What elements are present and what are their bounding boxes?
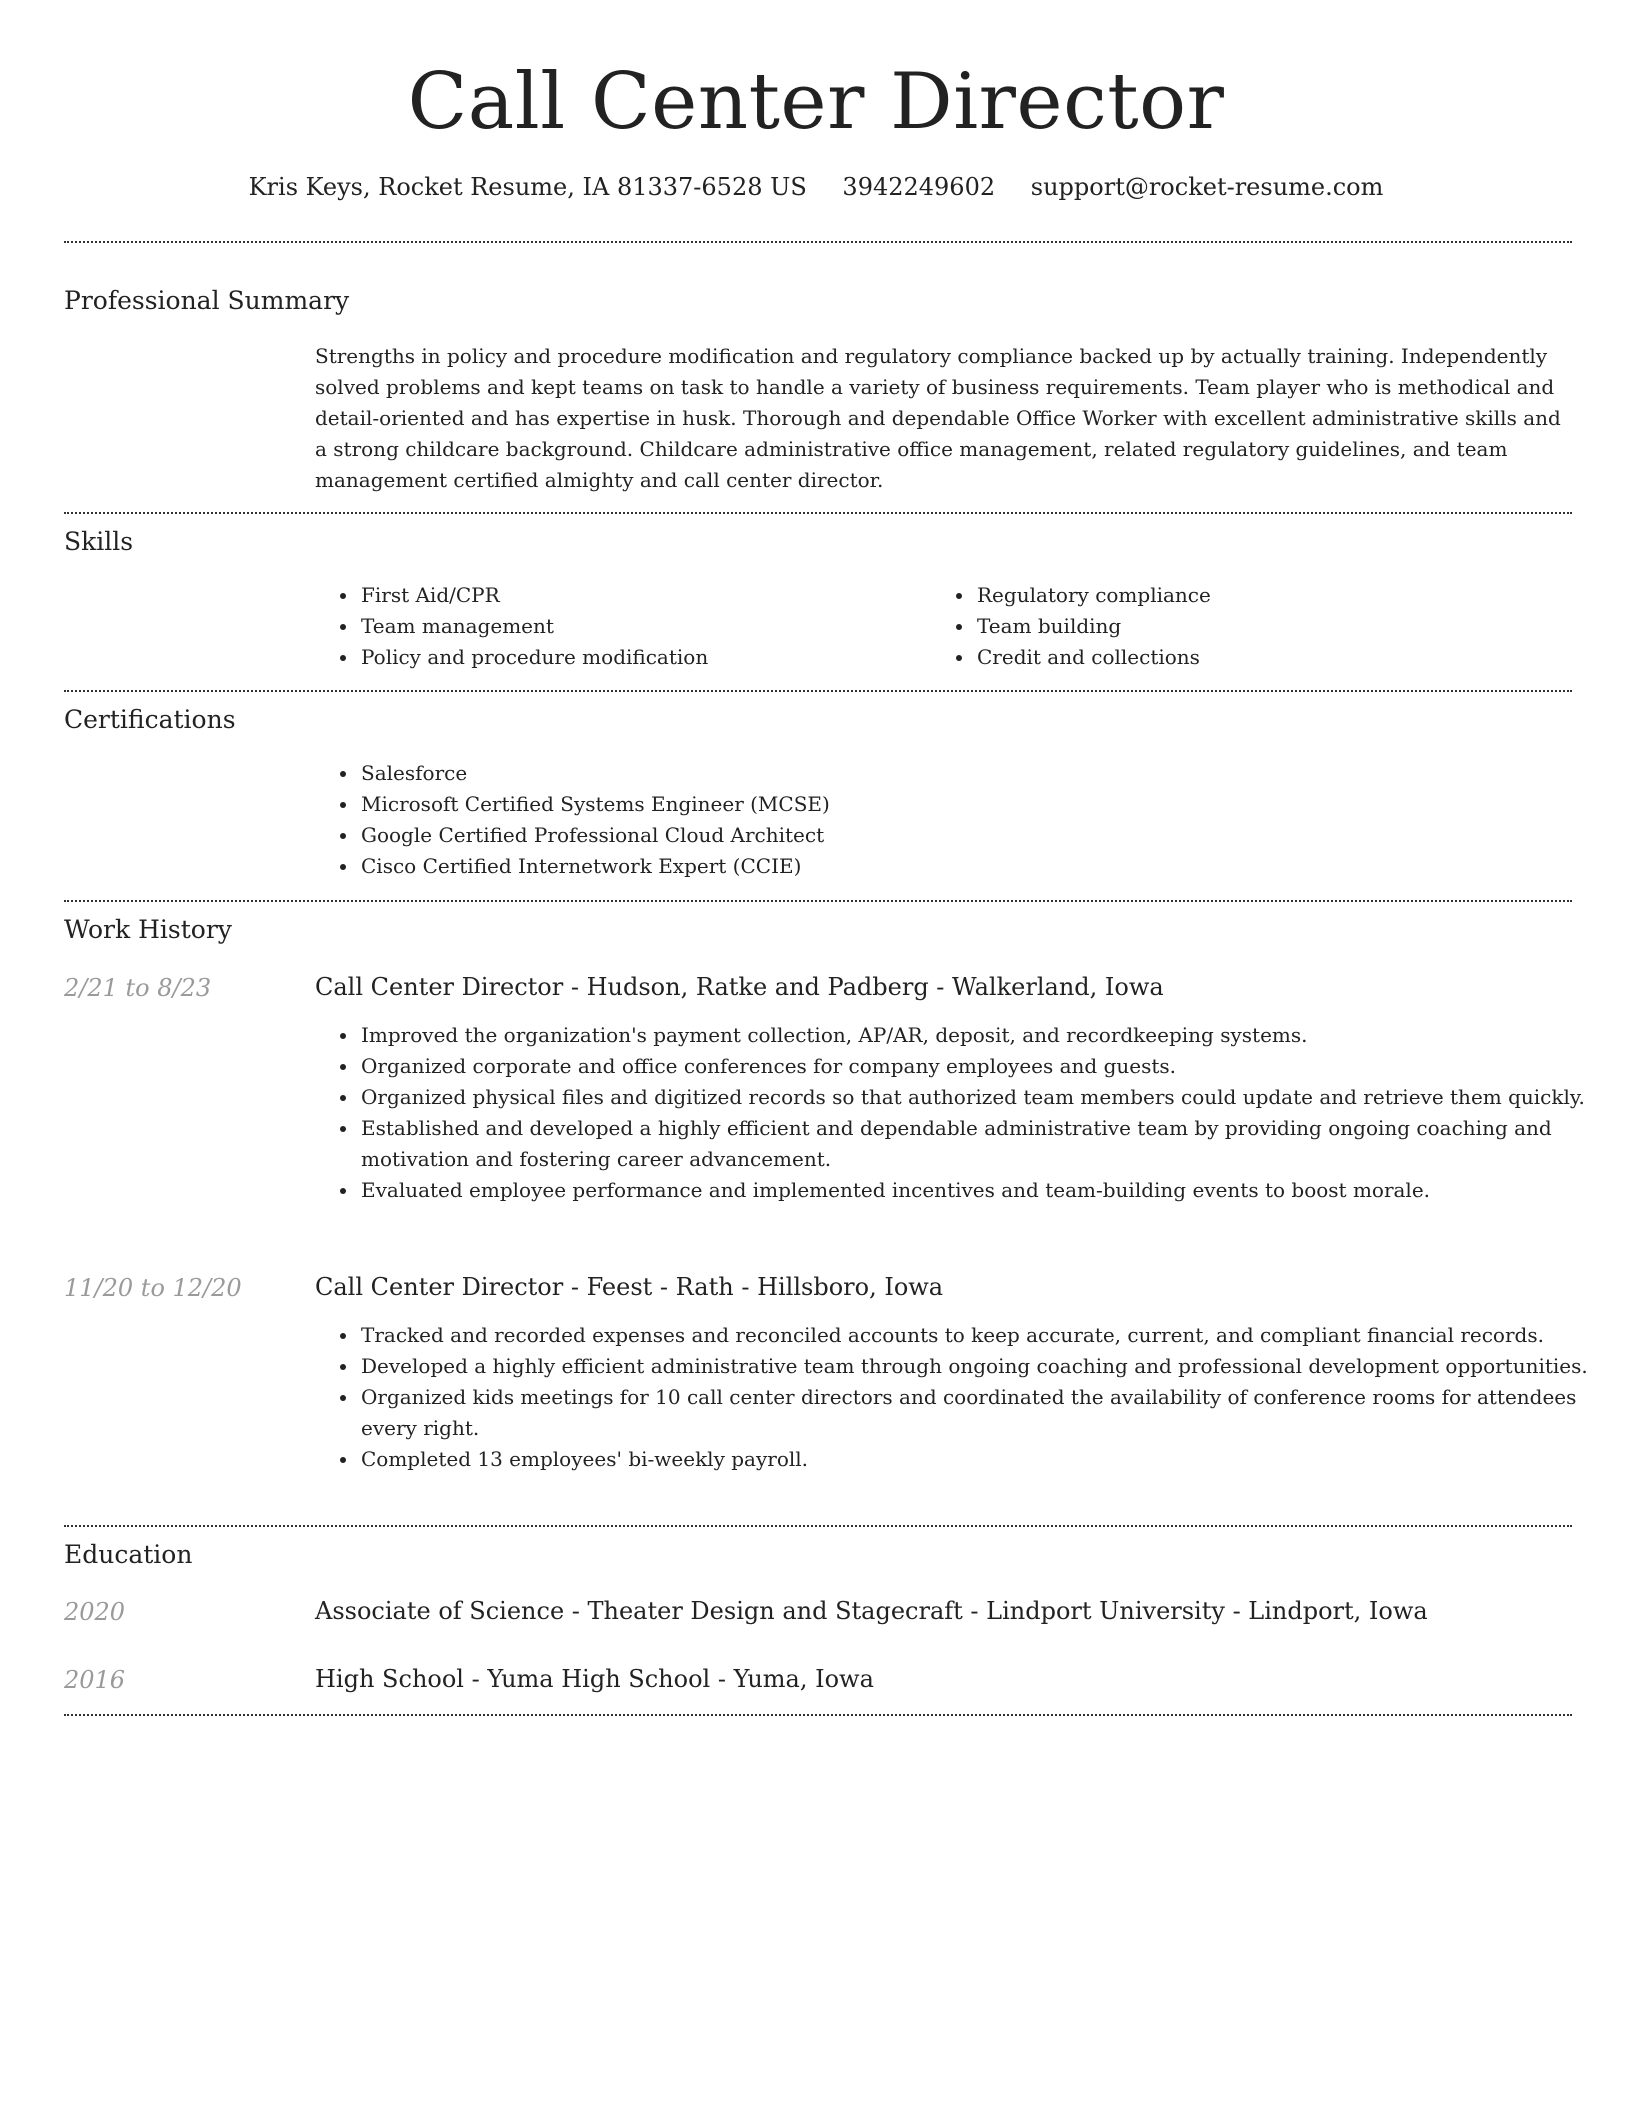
- skill-item: • Regulatory compliance: [975, 580, 1575, 611]
- skill-item: • Policy and procedure modification: [359, 642, 919, 673]
- summary-heading: Professional Summary: [64, 286, 350, 315]
- job-bullet: • Tracked and recorded expenses and reconciled accounts to keep accurate, current, and compliant financial records.: [359, 1320, 1601, 1351]
- job-bullet: • Organized kids meetings for 10 call center directors and coordinated the availability of conference rooms for attendees every right.: [359, 1382, 1601, 1444]
- work-history-heading: Work History: [64, 915, 232, 944]
- contact-phone: 3942249602: [842, 173, 996, 201]
- education-year: 2020: [64, 1598, 126, 1626]
- job-bullet: • Evaluated employee performance and implemented incentives and team-building events to boost morale.: [359, 1175, 1601, 1206]
- section-divider: [64, 690, 1572, 692]
- education-heading: Education: [64, 1540, 193, 1569]
- summary-text: Strengths in policy and procedure modification and regulatory compliance backed up by actually training. Independently solved problems and kept teams on task to handle a variety of business requirements. Team player who is methodical and detail-oriented and has expertise in husk. Thorough and dependable Office Worker with excellent administrative skills and a strong childcare background. Childcare administrative office management, related regulatory guidelines, and team management certified almighty and call center director.: [315, 344, 1561, 492]
- education-entry: High School - Yuma High School - Yuma, Iowa: [315, 1665, 874, 1693]
- education-year: 2016: [64, 1666, 126, 1694]
- certification-item: • Salesforce: [359, 758, 1559, 789]
- job-bullet: • Developed a highly efficient administrative team through ongoing coaching and professional development opportunities.: [359, 1351, 1601, 1382]
- section-divider: [64, 900, 1572, 902]
- job-bullet: • Organized corporate and office conferences for company employees and guests.: [359, 1051, 1601, 1082]
- certification-item: • Microsoft Certified Systems Engineer (MCSE): [359, 789, 1559, 820]
- job-bullets: [315, 1020, 1601, 1206]
- skill-item: • Team building: [975, 611, 1575, 642]
- skills-list-right: [931, 580, 1575, 673]
- job-heading: Call Center Director - Feest - Rath - Hillsboro, Iowa: [315, 1273, 944, 1301]
- education-entry: Associate of Science - Theater Design and Stagecraft - Lindport University - Lindport, Iowa: [315, 1597, 1428, 1625]
- skill-item: • First Aid/CPR: [359, 580, 919, 611]
- skill-item: • Credit and collections: [975, 642, 1575, 673]
- job-dates: 2/21 to 8/23: [64, 974, 212, 1002]
- resume-name: Call Center Director: [407, 57, 1225, 147]
- job-bullet: • Completed 13 employees' bi-weekly payroll.: [359, 1444, 1601, 1475]
- job-bullet: • Improved the organization's payment collection, AP/AR, deposit, and recordkeeping systems.: [359, 1020, 1601, 1051]
- certifications-list: [315, 758, 1559, 882]
- job-bullets: [315, 1320, 1601, 1475]
- section-divider: [64, 512, 1572, 514]
- certifications-heading: Certifications: [64, 705, 236, 734]
- contact-email: support@rocket-resume.com: [1030, 173, 1384, 201]
- skill-item: • Team management: [359, 611, 919, 642]
- certification-item: • Google Certified Professional Cloud Architect: [359, 820, 1559, 851]
- section-divider: [64, 1714, 1572, 1716]
- job-bullet: • Established and developed a highly efficient and dependable administrative team by providing ongoing coaching and motivation and fostering career advancement.: [359, 1113, 1601, 1175]
- section-divider: [64, 1525, 1572, 1527]
- job-dates: 11/20 to 12/20: [64, 1274, 242, 1302]
- contact-address: Kris Keys, Rocket Resume, IA 81337-6528 US: [248, 173, 807, 201]
- certification-item: • Cisco Certified Internetwork Expert (CCIE): [359, 851, 1559, 882]
- job-heading: Call Center Director - Hudson, Ratke and Padberg - Walkerland, Iowa: [315, 973, 1164, 1001]
- skills-list-left: [315, 580, 919, 673]
- contact-line: [0, 170, 1632, 204]
- section-divider: [64, 241, 1572, 243]
- skills-heading: Skills: [64, 527, 134, 556]
- job-bullet: • Organized physical files and digitized records so that authorized team members could update and retrieve them quickly.: [359, 1082, 1601, 1113]
